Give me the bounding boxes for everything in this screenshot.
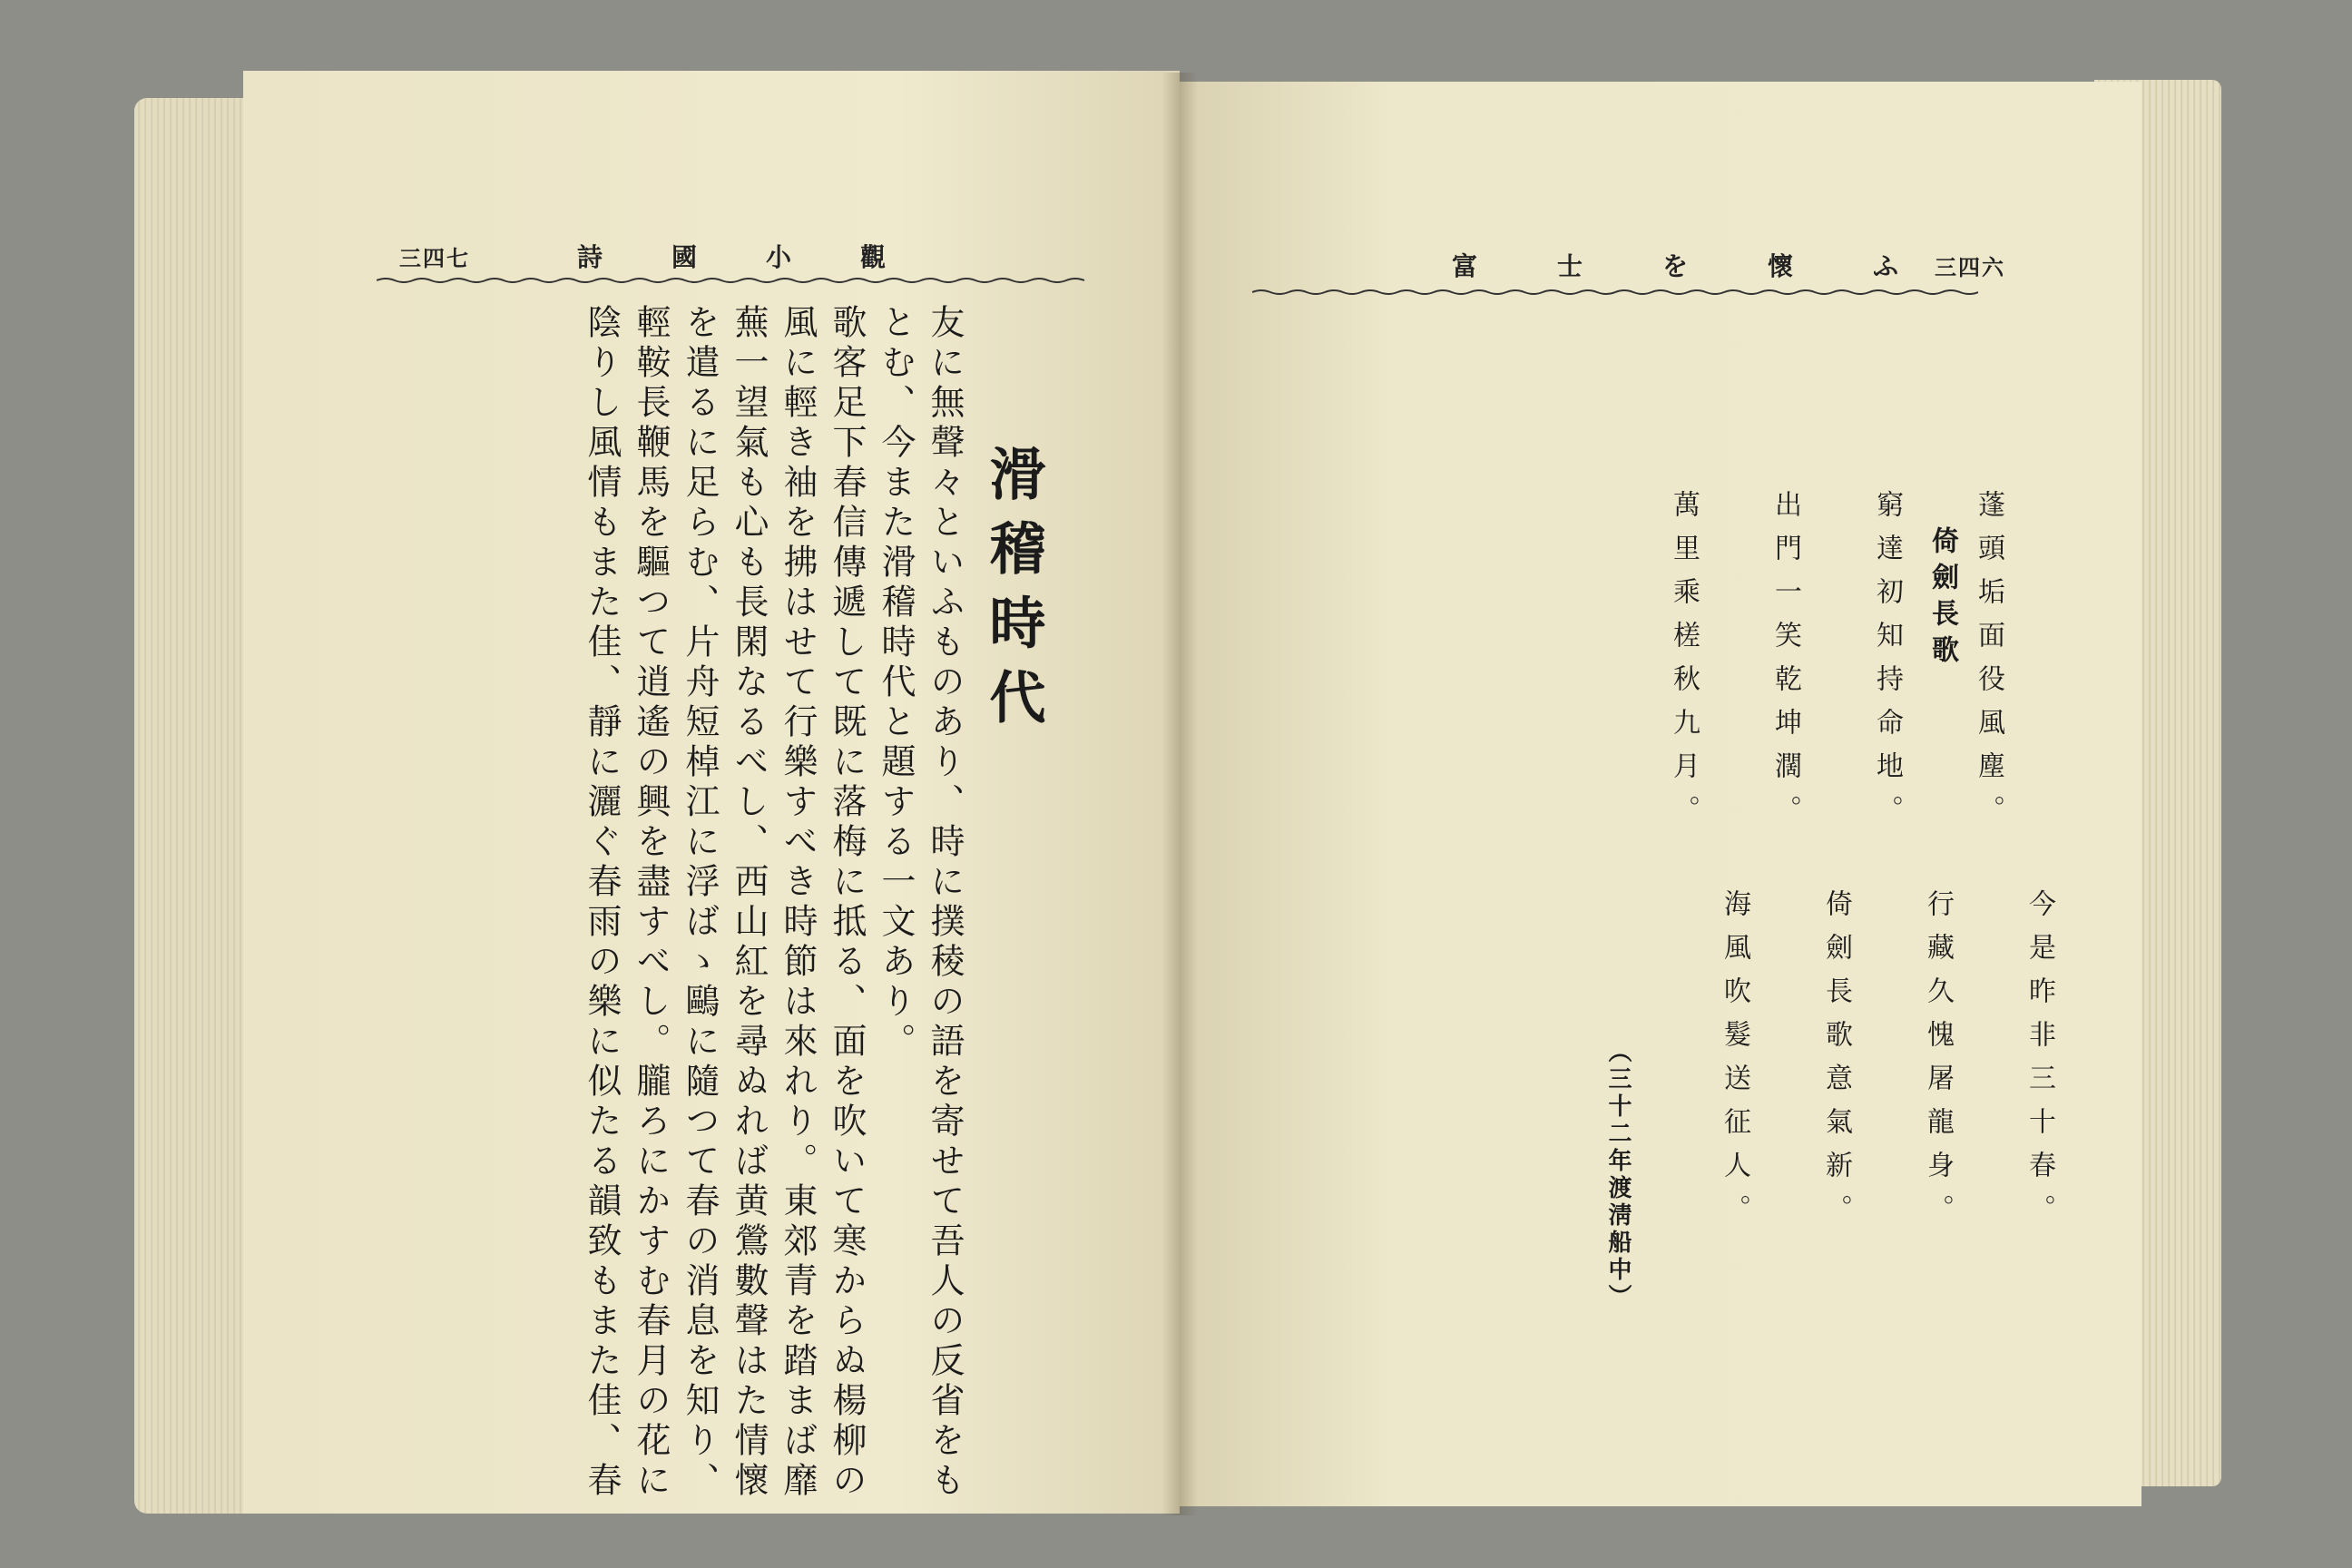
- body-line: を遣るに足らむ、片舟短棹江に浮ばゝ鷗に隨つて春の消息を知り、: [680, 304, 720, 1502]
- poem-note: （三十二年渡淸船中）: [1604, 1039, 1632, 1311]
- poem-line: 蓬頭垢面役風塵。: [1973, 490, 2004, 838]
- right-page-number: 三四六: [1935, 253, 2005, 280]
- poem-line: 窮達初知持命地。: [1871, 490, 1903, 838]
- right-running-title: 富 士 を 懷 ふ: [1452, 251, 1926, 281]
- poem-line: 萬里乘槎秋九月。: [1668, 490, 1700, 838]
- left-header-rule: [377, 277, 1093, 284]
- poem-line: 出門一笑乾坤濶。: [1769, 490, 1801, 838]
- poem-line: 海風吹髮送征人。: [1719, 889, 1750, 1238]
- body-line: 蕪一望氣も心も長閑なるべし、西山紅を尋ぬれば黄鶯數聲はた情懷: [729, 304, 769, 1502]
- left-page-header: [399, 238, 907, 274]
- body-line: とむ、今また滑稽時代と題する一文あり。: [876, 304, 916, 1063]
- poem-line: 倚劍長歌意氣新。: [1820, 889, 1852, 1238]
- body-line: 歌客足下春信傳遞して既に落梅に抵る、面を吹いて寒からぬ楊柳の: [827, 304, 867, 1502]
- body-line: 風に輕き袖を拂はせて行樂すべき時節は來れり。東郊青を踏まば靡: [778, 304, 818, 1502]
- left-body-text: [381, 304, 965, 1502]
- left-page-number: 三四七: [399, 244, 470, 271]
- poem-block: [1670, 490, 2053, 1238]
- book-gutter: [1161, 73, 1198, 1515]
- right-header-rule: [1252, 289, 1978, 296]
- poem-line: 行藏久愧屠龍身。: [1922, 889, 1954, 1238]
- body-line: 友に無聲々といふものあり、時に撲稜の語を寄せて吾人の反省をも: [925, 304, 965, 1502]
- poem-line: 今是昨非三十春。: [2024, 889, 2055, 1238]
- body-line: 輕鞍長鞭馬を驅つて逍遙の興を盡すべし。朧ろにかすむ春月の花に: [631, 304, 671, 1502]
- poem-title: 倚劍長歌: [1926, 526, 1958, 671]
- right-page-header: [1452, 247, 2005, 283]
- section-title: 滑稽時代: [980, 445, 1046, 742]
- left-running-title: 詩 國 小 觀: [576, 242, 907, 272]
- body-line: 陰りし風情もまた佳、靜に灑ぐ春雨の樂に似たる韻致もまた佳、春: [582, 304, 622, 1502]
